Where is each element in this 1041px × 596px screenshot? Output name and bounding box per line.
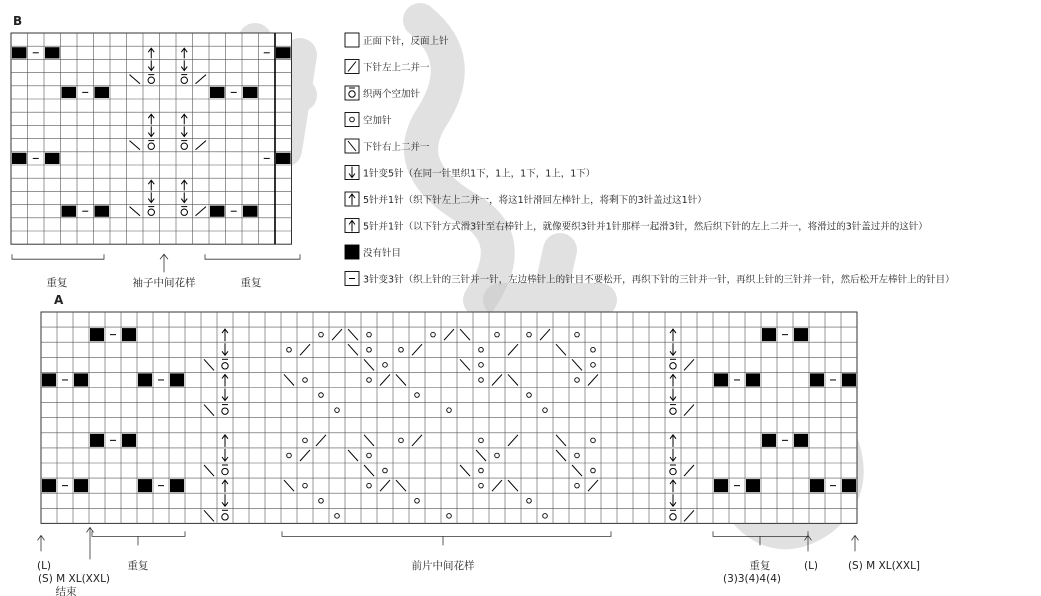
chart-b-title: B	[13, 14, 23, 28]
no-stitch-cell	[95, 87, 110, 98]
no-stitch-cell	[90, 328, 104, 341]
legend-text-blank: 正面下针，反面上针	[363, 36, 449, 47]
legend-fill-no-stitch	[345, 245, 359, 259]
no-stitch-cell	[243, 206, 258, 217]
chart-a-title: A	[54, 293, 64, 307]
no-stitch-cell	[794, 328, 808, 341]
chart-a-front-center-label: 前片中间花样	[411, 560, 475, 572]
no-stitch-cell	[12, 153, 27, 164]
no-stitch-cell	[74, 373, 88, 386]
no-stitch-cell	[810, 479, 824, 492]
chart-b-center-arrow	[160, 254, 168, 272]
chart-a-arrow-sizes-left	[87, 527, 94, 559]
chart-b-repeat-bracket	[12, 254, 104, 259]
no-stitch-cell	[210, 206, 225, 217]
no-stitch-cell	[762, 328, 776, 341]
no-stitch-cell	[794, 434, 808, 447]
no-stitch-cell	[45, 153, 60, 164]
legend-text-ssk: 下针右上二并一	[363, 142, 430, 153]
legend-text-dec-5-1: 5针并1针（织下针左上二并一，将这1针滑回左棒针上，将剩下的3针盖过这1针）	[363, 195, 707, 206]
legend-text-dec-5-1-alt: 5针并1针（以下针方式滑3针至右棒针上，就像要织3针并1针那样一起滑3针，然后织下针的左上二并一，将滑过的3针盖过并的这针）	[363, 221, 928, 233]
no-stitch-cell	[842, 373, 856, 386]
legend-swatch-yo	[345, 113, 359, 127]
no-stitch-cell	[95, 206, 110, 217]
no-stitch-cell	[276, 153, 291, 164]
legend-text-purl-3tog: 3针变3针（织上针的三针并一针，左边棒针上的针目不要松开，再织下针的三针并一针，再织上针的三针并一针，然后松开左棒针上的针目）	[363, 274, 955, 286]
no-stitch-cell	[714, 373, 728, 386]
no-stitch-cell	[243, 87, 258, 98]
no-stitch-cell	[276, 47, 291, 58]
chart-a-center-bracket	[282, 531, 611, 536]
no-stitch-cell	[746, 373, 760, 386]
chart-a-sizes-right: (S) M XL(XXL]	[847, 560, 921, 572]
legend-text-yo: 空加针	[363, 115, 392, 127]
chart-b	[11, 14, 300, 289]
no-stitch-cell	[210, 87, 225, 98]
chart-a-repeat-counts: (3)3(4)4(4)	[723, 573, 781, 585]
no-stitch-cell	[170, 479, 184, 492]
no-stitch-cell	[138, 479, 152, 492]
chart-a-repeat-right-label: 重复	[749, 560, 771, 572]
chart-a	[37, 293, 920, 596]
no-stitch-cell	[138, 373, 152, 386]
chart-a-sizes-left: (S) M XL(XXL)	[37, 573, 111, 585]
chart-a-brackets	[38, 527, 859, 559]
no-stitch-cell	[45, 47, 60, 58]
chart-a-repeat-bracket	[92, 531, 185, 536]
chart-b-sleeve-center-label: 袖子中间花样	[132, 277, 196, 289]
no-stitch-cell	[62, 87, 77, 98]
no-stitch-cell	[42, 373, 56, 386]
no-stitch-cell	[842, 479, 856, 492]
chart-a-arrow-sizes-right	[852, 535, 859, 551]
no-stitch-cell	[12, 47, 27, 58]
chart-a-size-l-right: (L)	[803, 560, 819, 572]
legend-text-no-stitch: 没有针目	[363, 248, 402, 259]
legend-text-k2tog: 下针左上二并一	[363, 62, 430, 74]
legend-text-double-yo: 织两个空加针	[363, 89, 421, 100]
no-stitch-cell	[42, 479, 56, 492]
chart-a-size-l-left: (L)	[36, 560, 52, 572]
no-stitch-cell	[746, 479, 760, 492]
no-stitch-cell	[122, 434, 136, 447]
no-stitch-cell	[122, 328, 136, 341]
no-stitch-cell	[62, 206, 77, 217]
chart-a-grid	[41, 312, 857, 523]
chart-b-repeat-bracket	[205, 254, 300, 259]
chart-b-repeat-left-label: 重复	[46, 277, 68, 289]
no-stitch-cell	[170, 373, 184, 386]
no-stitch-cell	[762, 434, 776, 447]
legend-text-inc-5: 1针变5针（在同一针里织1下，1上，1下，1上，1下）	[363, 168, 596, 180]
chart-b-brackets	[12, 254, 300, 272]
no-stitch-cell	[90, 434, 104, 447]
no-stitch-cell	[810, 373, 824, 386]
chart-a-arrow-l-left	[38, 535, 45, 551]
chart-a-end-left: 结束	[55, 586, 77, 596]
no-stitch-cell	[74, 479, 88, 492]
chart-a-repeat-left-label: 重复	[127, 560, 149, 572]
no-stitch-cell	[714, 479, 728, 492]
legend-swatch-blank	[345, 33, 359, 47]
chart-b-repeat-right-label: 重复	[240, 277, 262, 289]
